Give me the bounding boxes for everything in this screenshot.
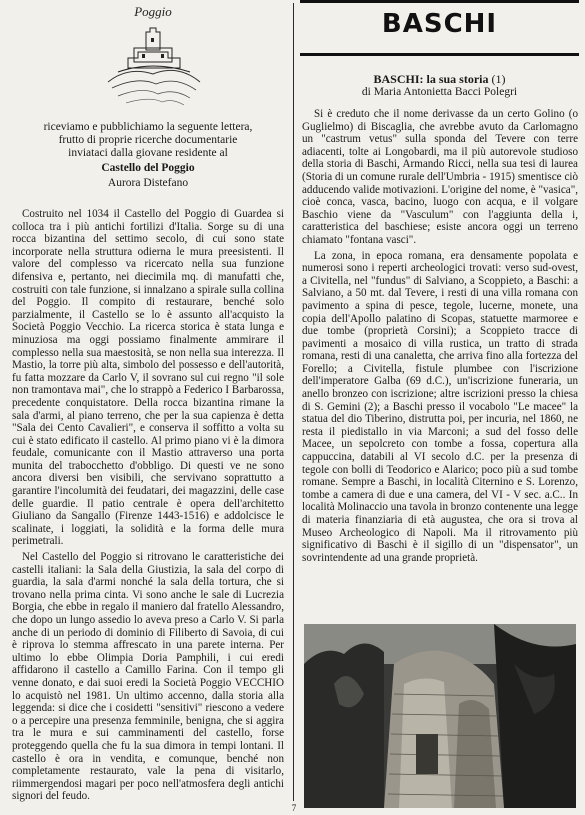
article-paragraph: Costruito nel 1034 il Castello del Poggio di Guardea si colloca tra i più antichi fortilizi d'Italia. Sorge su di una rocca bizantina del settimo secolo, di cui sono state incorporate nella struttura odierna le mura preesistenti. Il valore del complesso va ricercato nella sua funzione difensiva e, pertanto, nei diecimila mq. di manufatti che, costruiti con tale funzione, si innalzano a spirale sulla collina del Poggio. Il compito di restaurare, benché solo parzialmente, il Castello se lo è assunto all'acquisto la Società Poggio Vecchio. La ricerca storica è stata lunga e minuziosa ma oggi possiamo finalmente ammirare il complesso nella sua maestosità, se non nella sua interezza. Il Mastio, la torre più alta, simbolo del possesso e dell'autorità, fu fatta mozzare da Carlo V, il sovrano sul cui regno "il sole non tramontava mai", che lo strappò a Federico I Barbarossa, precedente conquistatore. Della rocca bizantina rimane la sala d'armi, al piano terreno, che per la sua capienza è detta "Sala dei Cento Cavalieri", e conserva il soffitto a volta su cui è stato edificato il castello. Al primo piano vi è la dimora feudale, comunicante con il Mastio attraverso una porta munita del trabocchetto d'obbligo. Di questi ve ne sono ancora diversi ben visibili, che servivano soprattutto a garantire l'incolumità dei feudatari, dei magazzini, delle case delle guardie. Il patio centrale è opera dell'architetto Giuliano da Sangallo (Firenze 1443-1516) e addolcisce le scalinate, i loggiati, la solidità e la forma delle mura perimetrali.	[12, 208, 284, 548]
intro-location: Castello del Poggio	[101, 162, 195, 174]
article-paragraph: Nel Castello del Poggio si ritrovano le caratteristiche dei castelli italiani: la Sala della Giustizia, la sala del corpo di guardia, la sala d'armi nonché la sala della tortura, che si trovano nella prima cinta. Vi sono anche le sale di Lucrezia Borgia, che ebbe in regalo il maniero dal fratello Alessandro, che dopo un lungo assedio lo aveva preso a Carlo V. Si parla anche di un periodo di dominio di Filiberto di Savoia, di cui è riprova lo stemma affrescato in una parete interna. Per ultimo lo ebbe Olimpia Doria Pamphili, i cui eredi affidarono il castello a Camillo Farina. Con il tempo gli venne donato, e dai suoi eredi la Società Poggio VECCHIO lo acquistò nel 1981. Un ultimo accenno, dalla storia alla leggenda: si dice che i cosidetti "sensitivi" riescono a vedere o a percepire una presenza femminile, benigna, che si aggira tra le mura e sui camminamenti del castello, forse proteggendo quella che fu la sua dimora in tempi lontani. Il castello è ora in vendita, e comunque, benché non completamente restaurato, vale la pena di visitarlo, riimmergendosi magari per poco nell'atmosfera degli antichi signori del feudo.	[12, 551, 284, 803]
intro-line: inviataci dalla giovane residente al	[68, 147, 228, 159]
baschi-article-body	[302, 108, 578, 564]
poggio-article-body	[12, 208, 284, 803]
logo-text: Poggio	[134, 4, 172, 19]
column-divider	[293, 3, 294, 801]
article-title	[300, 72, 579, 87]
intro-line: riceviamo e pubblichiamo la seguente lettera,	[43, 121, 253, 133]
intro-block	[10, 121, 286, 190]
ruins-photo	[304, 624, 576, 808]
left-column	[10, 0, 286, 815]
masthead	[300, 0, 579, 56]
page-number: 7	[291, 803, 297, 813]
intro-line: frutto di proprie ricerche documentarie	[58, 134, 238, 146]
article-title-text: BASCHI: la sua storia	[373, 72, 489, 86]
masthead-title: BASCHI	[381, 9, 498, 39]
article-paragraph: La zona, in epoca romana, era densamente popolata e numerosi sono i reperti archeologici trovati: verso sud-ovest, a Civitella, nel "fundus" di Salviano, a Scoppieto, a Baschi: a Salviano, a 50 mt. dal Tevere, i resti di una villa romana con pavimento a spina di pesce, tegole, lucerne, monete, una copia dell'Apollo palatino di Scopas, statuette marmoree e due tombe (proprietà Corsini); a Scoppieto tracce di pavimenti a mosaico di villa rustica, un tratto di strada romana, resti di una canaletta, che arriva fino alla fortezza del Forello; a Civitella, fistule plumbee con l'iscrizione dell'imperatore Galba (69 d.C.), un'iscrizione funeraria, un anello bronzeo con iscrizione; altre iscrizioni presso la chiesa di S. Gemini (2); a Baschi presso il vocabolo "Le macee" la statua del dio Tiberino, distrutta poi, per incuria, nel 1860, ne resta il piedistallo in via Marconi; a sud del fosso delle Macee, un sepolcreto con tombe a fossa, copertura alla cappuccina, databili al VI secolo d.C. per la presenza di tegole con bolli di Teodorico e Alarico; poco più a sud tombe romane. Sempre a Baschi, in località Citernino e S. Lorenzo, tombe a camera di due e una camera, del VI - V sec. a.C.. In località Molinaccio una tavola in bronzo contenente una legge di materia finanziaria di età augustea, che ora si trova al Museo Archeologico di Napoli. Ma il ritrovamento più significativo di Baschi è il sigillo di un "dispensator", un sovrintendente ad una grande proprietà.	[302, 249, 579, 564]
intro-author: Aurora Distefano	[107, 177, 189, 189]
poggio-castle-logo	[98, 2, 208, 110]
article-paragraph: Si è creduto che il nome derivasse da un certo Golino (o Guglielmo) di Biscaglia, che avrebbe avuto da Carlomagno un "castrum vetus" sulla sponda del Tevere con terre adiacenti, tolte ai Longobardi, ma il più autorevole studioso della storia di Baschi, Armando Ricci, nella sua tesi di laurea (Storia di un comune rurale dell'Umbria - 1915) smentisce ciò adducendo valide motivazioni. L'origine del nome, è "vasica", cioè conca, vasca, bacino, luogo con acqua, e il volgare Baschio viene da "Vasculum" con l'aggiunta della i, caratteristica del baschiese; esiste ancora oggi un terreno chiamato "fontana vasci".	[302, 108, 578, 246]
article-title-footnote: (1)	[491, 72, 506, 86]
right-column	[300, 0, 579, 815]
article-author: di Maria Antonietta Bacci Polegri	[361, 86, 518, 98]
